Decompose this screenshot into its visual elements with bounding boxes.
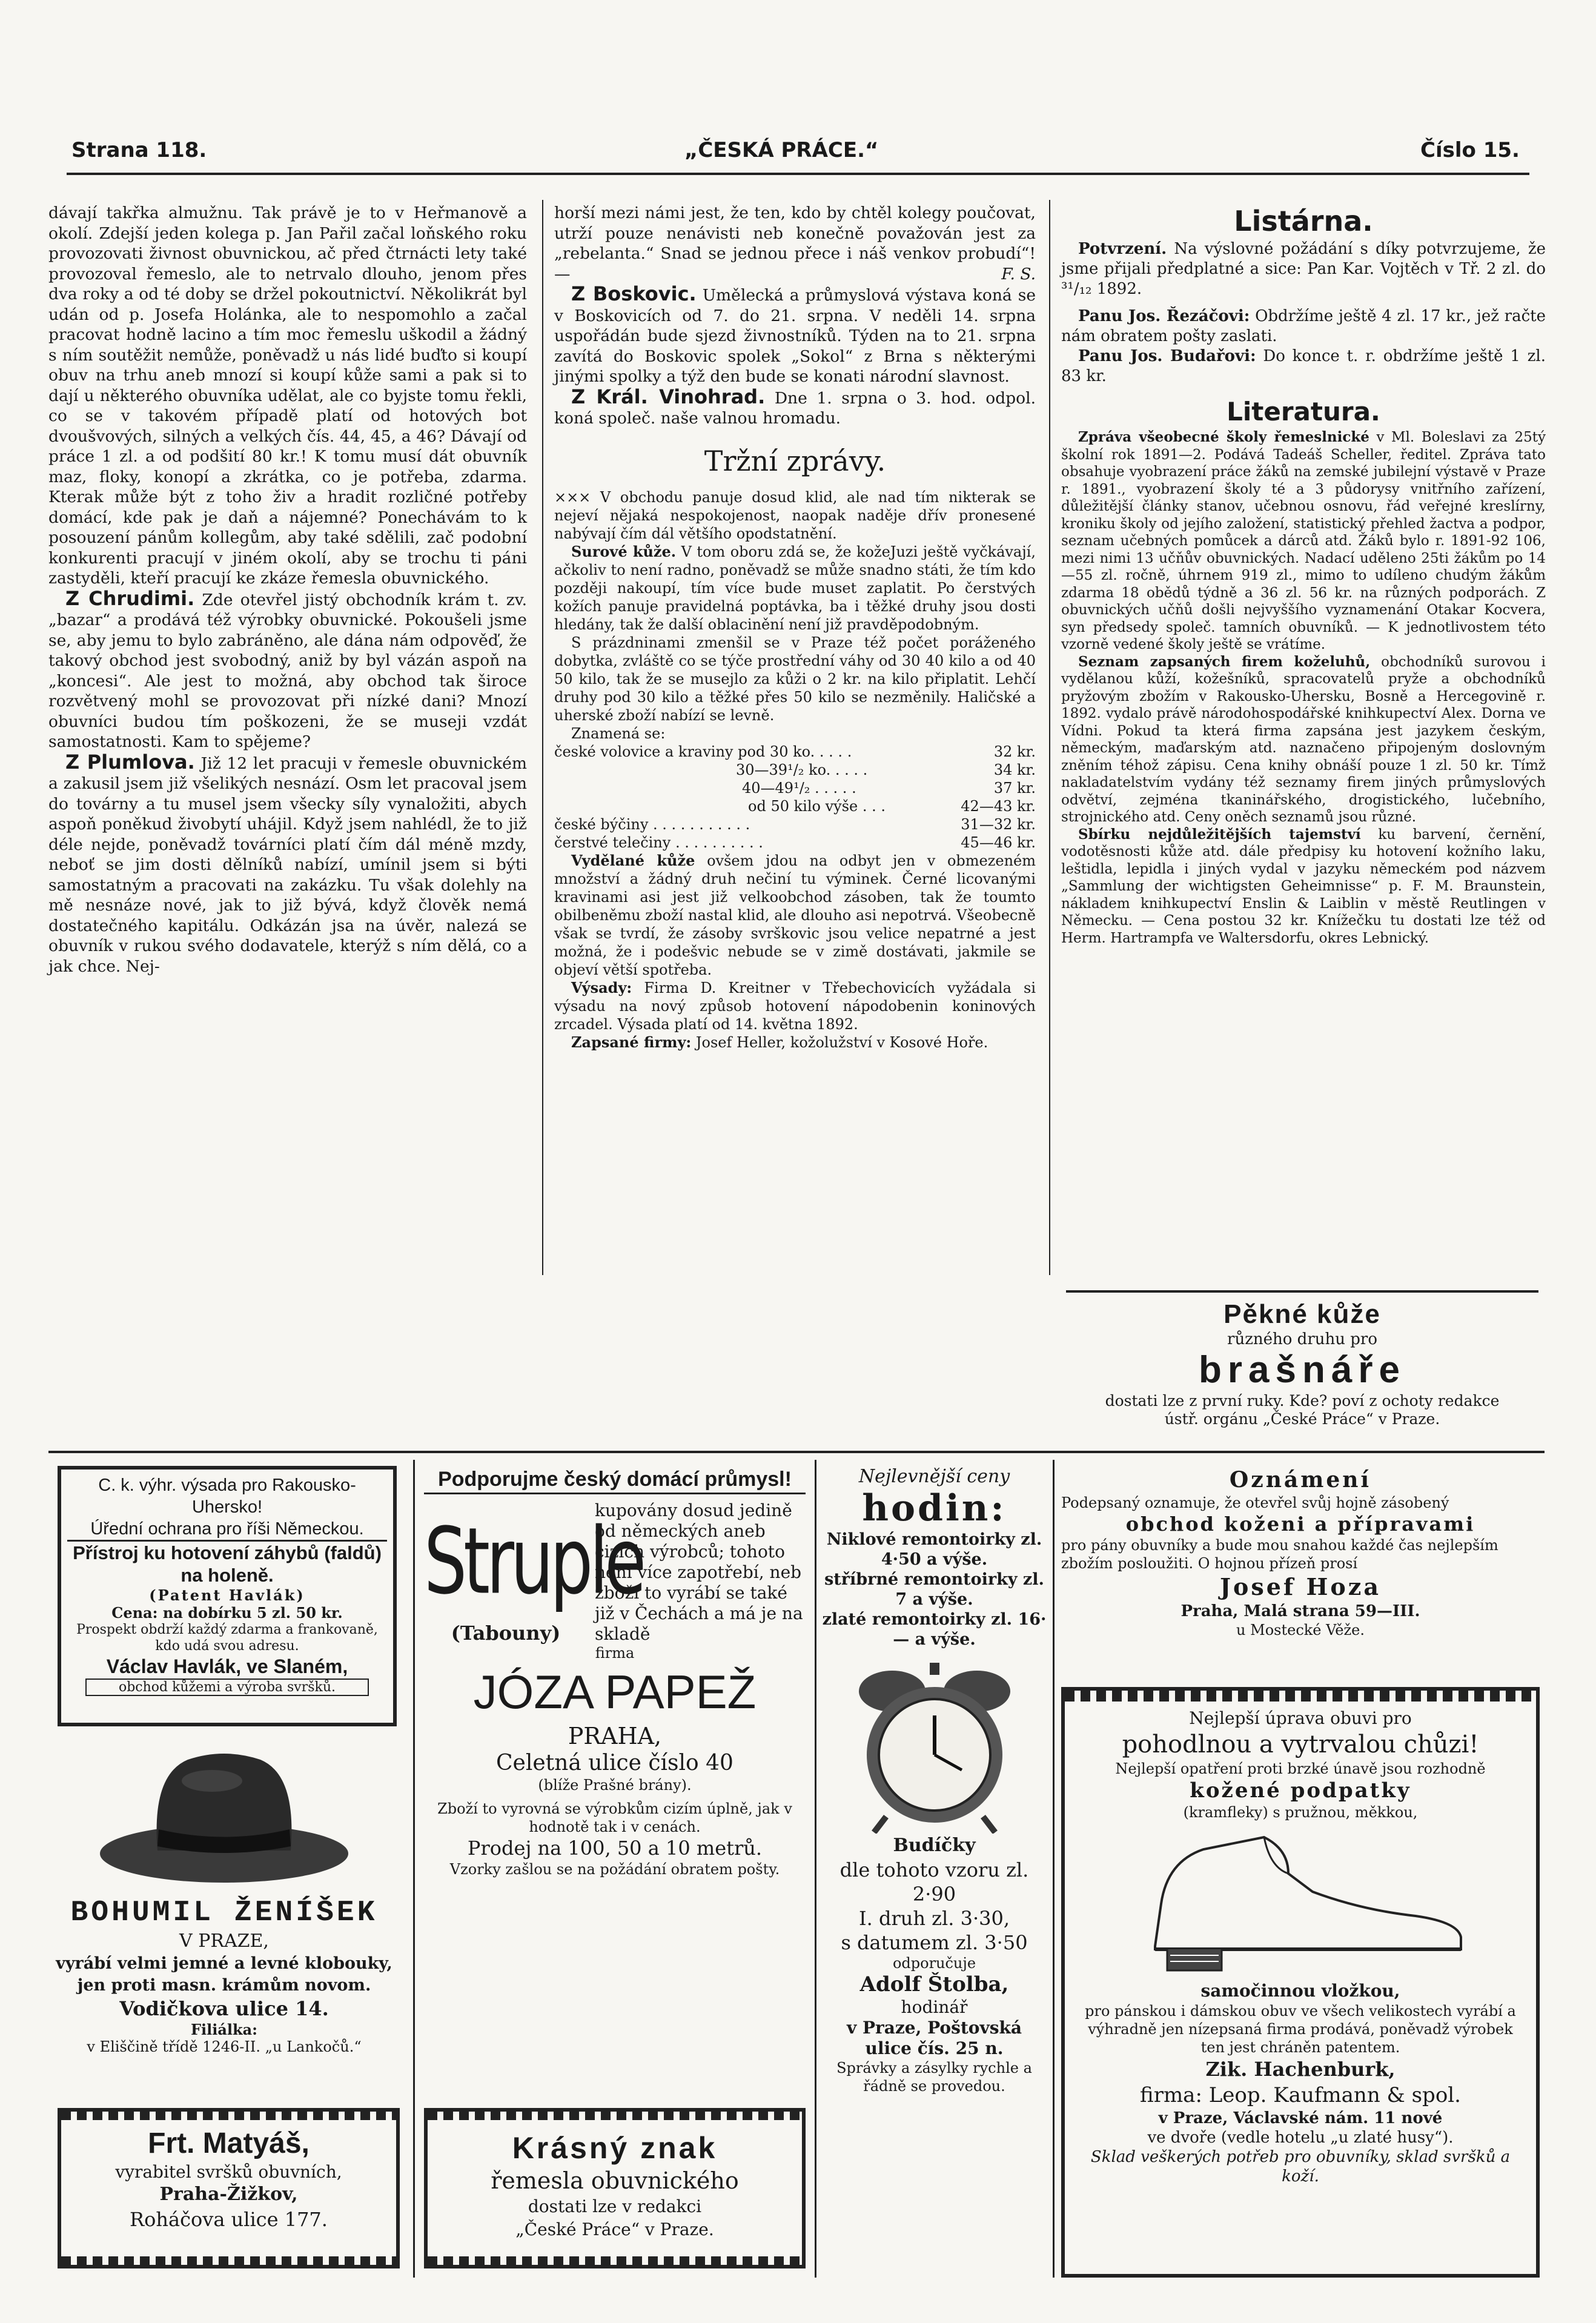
- zenisek-l7: v Eliščině třídě 1246-II. „u Lankočů.“: [87, 2038, 362, 2055]
- article-chrudim-text: Zde otevřel jistý obchodník krám t. zv. „bazar“ a prodává též výrobky obuvnické. Pokoušeli jsme se, aby jemu to bylo zabráněno, ale dána nám odpověď, že takový obchod jest svobodný, aniž by byl vázán aspoň na „koncesi“. Ale jest to možná, aby obchod tak široce rozvětvený mohl se provozovat při nízké dani? Mnozí obuvníci budou tím poškozeni, že se museji vzdát samostatnosti. Kam to spějeme?: [48, 590, 527, 751]
- ad-rule: [1066, 1290, 1538, 1293]
- price-value: 45—46 kr.: [961, 833, 1036, 851]
- kaufmann-l10: v Praze, Václavské nám. 11 nové: [1158, 2109, 1443, 2127]
- price-row: [554, 761, 1036, 779]
- article-plumlov: [48, 752, 527, 977]
- price-value: 31—32 kr.: [961, 815, 1036, 833]
- literatura-register: [1061, 654, 1546, 826]
- article-vinohrady: [554, 387, 1036, 429]
- kaufmann-l5: (kramfleky) s pružnou, měkkou,: [1183, 1804, 1418, 1821]
- market-tanned: [554, 852, 1036, 979]
- market-title: Tržní zprávy.: [704, 444, 886, 477]
- zenisek-l1: BOHUMIL ŽENÍŠEK: [70, 1897, 378, 1929]
- price-row: [554, 743, 1036, 761]
- stolba-l6: Budíčky: [893, 1835, 976, 1856]
- vinohrady-text: Dne 1. srpna o 3. hod. odpol. koná společ. naše valnou hromadu.: [554, 388, 1036, 428]
- hoza-l7: u Mostecké Věže.: [1236, 1622, 1365, 1639]
- hoza-l4: pro pány obuvníky a bude mou snahou každé čas nejlepším zbožím posloužiti. O hojnou přízeň prosí: [1061, 1537, 1498, 1572]
- price-label: české volovice a kraviny pod 30 ko. . . . .: [554, 743, 852, 760]
- price-row: [554, 779, 1036, 797]
- border-decoration: [1065, 1687, 1536, 1702]
- header-rule: [67, 173, 1529, 175]
- signature: F. S.: [1001, 264, 1036, 283]
- hoza-l5: Josef Hoza: [1220, 1573, 1381, 1600]
- papez-l10: Zboží to vyrovná se výrobkům cizím úplně, jak v hodnotě tak i v cenách.: [437, 1800, 792, 1835]
- kaufmann-l11: ve dvoře (vedle hotelu „u zlaté husy“).: [1147, 2129, 1454, 2147]
- znak-l4: „České Práce“ v Praze.: [515, 2219, 714, 2239]
- havlak-l6: Prospekt obdrží každý zdarma a frankovaně, kdo udá svou adresu.: [76, 1622, 378, 1654]
- school-text: v Ml. Boleslavi za 25tý školní rok 1891—2. Podává Tadeáš Scheller, ředitel. Zpráva tato obsahuje vyobrazení práce žáků na zemské jubilejní výstavě v Praze r. 1891., vyobrazení školy té a 3 půdorysy vnitřního zařízení, důležitější články stanov, učebnou osnovu, řád veřejné kreslírny, kroniku školy od jejího založení, statistický přehled žactva a podpor, seznam učebných pomůcek a dárců atd. Žáků bylo r. 1891-92 106, mezi nimi 13 učňův obuvnických. Nadací uděleno 25ti žákům po 14—55 zl. ročně, úhrnem 919 zl., mimo to udíleno chudým žákům zdarma 18 obědů týdně a 36 zl. 56 kr. na různých podporách. Z obuvnických učňů došli nejvyššího vyznamenání Otakar Kocvera, syn předsedy společ. tamních obuvníků. — K jednotlivostem této vzorně vedené školy ještě se vrátíme.: [1061, 429, 1546, 652]
- papez-l2: Struple: [424, 1508, 643, 1615]
- matyas-l1: Frt. Matyáš,: [148, 2127, 310, 2159]
- ad-pekne-kuze: [1066, 1290, 1538, 1428]
- papez-l6: JÓZA PAPEŽ: [473, 1665, 757, 1718]
- rezac-text: Obdržíme ještě 4 zl. 17 kr., jež račte nám obratem pošty zaslati.: [1061, 307, 1546, 345]
- literatura-title: Literatura.: [1227, 397, 1380, 426]
- privileges-text: Firma D. Kreitner v Třebechovicích vyžádala si výsadu na nový způsob hotovení nápodobenin koninových zrcadel. Výsada platí od 14. května 1892.: [554, 979, 1036, 1033]
- firms-text: Josef Heller, kožolužství v Kosové Hoře.: [695, 1033, 988, 1051]
- papez-l1: Podporujme český domácí průmysl!: [424, 1466, 806, 1494]
- papez-l11: Prodej na 100, 50 a 10 metrů.: [467, 1837, 763, 1860]
- stolba-l7: dle tohoto vzoru zl. 2·90: [839, 1858, 1029, 1906]
- papez-l7: PRAHA,: [568, 1723, 662, 1749]
- kaufmann-l7: pro pánskou i dámskou obuv ve všech velikostech vyrábí a výhradně jen nízepsaná firma prodává, poněvadž výrobek ten jest chráněn patentem.: [1085, 2003, 1516, 2056]
- stolba-l14: Správky a zásylky rychle a řádně se provedou.: [836, 2060, 1032, 2095]
- papez-l4: kupovány dosud jedině od německých aneb cizích výrobců; tohoto není více zapotřebí, neb zboží to vyrábí se také již v Čechách a má je na skladě: [595, 1500, 803, 1644]
- market-firms: [554, 1033, 1036, 1052]
- column-3: [1061, 203, 1546, 947]
- papez-l12: Vzorky zašlou se na požádání obratem pošty.: [449, 1861, 780, 1878]
- stolba-l13: v Praze, Poštovská ulice čís. 25 n.: [846, 2018, 1022, 2058]
- matyas-l3: Praha-Žižkov,: [159, 2184, 298, 2205]
- znak-l3: dostati lze v redakci: [528, 2196, 702, 2216]
- hoza-l1: Oznámení: [1229, 1467, 1372, 1493]
- budar-heading: Panu Jos. Budařovi:: [1078, 347, 1256, 365]
- price-list: [554, 743, 1036, 852]
- border-decoration: [61, 2256, 396, 2268]
- price-row: [554, 815, 1036, 833]
- price-value: 37 kr.: [993, 779, 1036, 797]
- stolba-l8: I. druh zl. 3·30,: [858, 1907, 1010, 1930]
- privileges-heading: Výsady:: [571, 978, 632, 996]
- price-value: 32 kr.: [993, 743, 1036, 760]
- heading-chrudim: Z Chrudimi.: [65, 586, 195, 610]
- ads-divider-a: [413, 1460, 415, 2278]
- price-label: 40—49¹/₂ . . . . .: [742, 779, 856, 797]
- havlak-l2: Úřední ochrana pro říši Německou.: [67, 1518, 387, 1542]
- confirm-heading: Potvrzení.: [1078, 240, 1167, 258]
- register-text: obchodníků surovou i vydělanou kůží, kožešníků, spracovatelů pryže a obchodníků pryžovým zbožím v Rakousko-Uhersku, Bosně a Hercegovině r. 1892. vydalo právě národohospodářské knihkupectví Alex. Dorna ve Vídni. Pokud ta která firma zapsána jest jazykem českým, německým, maďarským atd. naznačeno připojeným doslovným zněním téhož zápisu. Cena knihy obnáší pouze 1 zl. 50 kr. Tímž nakladatelstvím vydány též seznamy firem jiných průmyslových odvětví, zejména tkaninářského, drogistického, lučebního, strojnického atd. Ceny oněch seznamů jsou různé.: [1061, 654, 1546, 825]
- kaufmann-l1: Nejlepší úprava obuvi pro: [1189, 1708, 1412, 1728]
- continuation-text: horší mezi námi jest, že ten, kdo by chtěl kolegy poučovat, utrží pouze nenávisti neb konečně považován jest za „rebelanta.“ Snad se jednou přece i náš venkov probudí“! —: [554, 204, 1036, 283]
- raw-hides-text: V tom oboru zdá se, že kožeJuzi ještě vyčkávají, ačkoliv to není radno, poněvadž se může snadno státi, že tím kdo později nakoupí, tím více bude muset zaplatit. Po čerstvých kožích panuje pravidelná poptávka, ba i těžké druhy jsou dosti hledány, tak že další oblacinění není již pravděpodobným.: [554, 543, 1036, 633]
- hat-illustration: [91, 1738, 357, 1890]
- listarna-budar: [1061, 346, 1546, 386]
- matyas-l4: Roháčova ulice 177.: [130, 2208, 328, 2231]
- kuze-line4: dostati lze z první ruky. Kde? poví z ochoty redakce ústř. orgánu „České Práce“ v Praze.: [1105, 1392, 1500, 1428]
- heading-boskovice: Z Boskovic.: [571, 282, 697, 305]
- stolba-l10: odporučuje: [892, 1955, 976, 1972]
- column-2: [554, 203, 1036, 1052]
- stolba-l11: Adolf Štolba,: [859, 1972, 1009, 1997]
- kaufmann-l6: samočinnou vložkou,: [1200, 1981, 1400, 2001]
- alarm-clock-illustration: [844, 1658, 1025, 1834]
- newspaper-title: „ČESKÁ PRÁCE.“: [684, 138, 879, 162]
- heading-plumlov: Z Plumlova.: [65, 750, 195, 774]
- border-decoration: [428, 2108, 802, 2120]
- papez-struple-row: [424, 1500, 806, 1645]
- kaufmann-l3: Nejlepší opatření proti brzké únavě jsou rozhodně: [1115, 1760, 1486, 1777]
- school-heading: Zpráva všeobecné školy řemeslnické: [1078, 429, 1369, 445]
- market-privileges: [554, 979, 1036, 1033]
- kaufmann-l9: firma: Leop. Kaufmann & spol.: [1140, 2083, 1461, 2107]
- zenisek-l3: vyrábí velmi jemné a levné klobouky,: [56, 1954, 392, 1973]
- papez-l5: firma: [595, 1645, 635, 1662]
- stolba-l12: hodinář: [901, 1997, 968, 2017]
- ad-kaufmann: [1061, 1687, 1540, 2278]
- border-decoration: [428, 2256, 802, 2268]
- havlak-l5: Cena: na dobírku 5 zl. 50 kr.: [111, 1604, 343, 1622]
- kaufmann-l12: Sklad veškerých potřeb pro obuvníky, sklad svršků a koží.: [1090, 2148, 1511, 2185]
- prices-label: Znamená se:: [571, 724, 666, 742]
- price-label: čerstvé telečiny . . . . . . . . . .: [554, 833, 763, 851]
- ads-rule: [48, 1451, 1545, 1453]
- ad-matyas: [58, 2108, 400, 2268]
- ad-zenisek: [48, 1896, 400, 2055]
- ad-hoza: [1061, 1466, 1540, 1639]
- zenisek-l5: Vodičkova ulice 14.: [119, 1997, 329, 2020]
- stolba-l3: Niklové remontoirky zl. 4·50 a výše.: [826, 1530, 1042, 1569]
- market-p1: ××× V obchodu panuje dosud klid, ale nad tím nikterak se nejeví nějaká nespokojenost, naopak naděje dřív pronesené nabývají čím dál většího opodstatnění.: [554, 488, 1036, 542]
- stolba-l4: stříbrné remontoirky zl. 7 a výše.: [824, 1570, 1044, 1609]
- market-p3: S prázdninami zmenšil se v Praze též počet poráženého dobytka, zvláště co se týče prostřední váhy od 30 40 kilo a od 40 50 kilo, tak že se musejlo za kůži o 2 kr. na kilo připlatit. Lehčí druhy pod 30 kilo a těžké přes 50 kilo se nezměnily. Haličské a uherské zboží nabízí se levně.: [554, 634, 1036, 724]
- matyas-l2: vyrabitel svršků obuvních,: [115, 2162, 342, 2182]
- ad-stolba: [821, 1466, 1048, 2095]
- price-label: od 50 kilo výše . . .: [748, 797, 886, 815]
- column-divider-2: [1049, 200, 1050, 1275]
- article-continuation: [554, 203, 1036, 284]
- havlak-l1: C. k. výhr. výsada pro Rakousko-Uhersko!: [98, 1476, 356, 1517]
- papez-l3: (Tabouny): [451, 1622, 561, 1645]
- kaufmann-l2: pohodlnou a vytrvalou chůzi!: [1122, 1731, 1479, 1758]
- znak-l2: řemesla obuvnického: [491, 2167, 739, 2194]
- havlak-l3: Přístroj ku hotovení záhybů (faldů) na holeně.: [73, 1542, 382, 1586]
- zenisek-l4: jen proti masn. krámům novom.: [77, 1976, 371, 1995]
- price-value: 34 kr.: [993, 761, 1036, 778]
- hoza-l6: Praha, Malá strana 59—III.: [1180, 1602, 1420, 1620]
- hoza-l2: Podepsaný oznamuje, že otevřel svůj hojně zásobený: [1061, 1494, 1449, 1511]
- secrets-heading: Sbírku nejdůležitějších tajemství: [1078, 826, 1361, 843]
- register-heading: Seznam zapsaných firem koželuhů,: [1078, 653, 1371, 670]
- boskovice-text: Umělecká a průmyslová výstava koná se v Boskovicích od 7. do 21. srpna. V neděli 14. srpna uspořádán bude sjezd živnostníků. Týden na to 21. srpna zavítá do Boskovic spolek „Sokol“ z Brna s některými jinými spolky a týž den bude se konati národní slavnost.: [554, 286, 1036, 386]
- price-value: 42—43 kr.: [961, 797, 1036, 815]
- ad-znak: [424, 2108, 806, 2268]
- stolba-l9: s datumem zl. 3·50: [841, 1931, 1028, 1954]
- ad-havlak: [58, 1466, 397, 1726]
- listarna-title: Listárna.: [1234, 205, 1373, 237]
- literatura-secrets: [1061, 826, 1546, 947]
- rezac-heading: Panu Jos. Řezáčovi:: [1078, 307, 1250, 325]
- stolba-l2: hodin:: [862, 1487, 1007, 1529]
- issue-number: Číslo 15.: [1420, 138, 1520, 162]
- kaufmann-l8: Zik. Hachenburk,: [1205, 2058, 1396, 2081]
- article-chrudim: [48, 586, 527, 752]
- heading-vinohrady: Z Král. Vinohrad.: [571, 385, 766, 408]
- price-label: české býčiny . . . . . . . . . . .: [554, 815, 750, 833]
- kuze-line1: Pěkné kůže: [1223, 1299, 1381, 1329]
- secrets-text: ku barvení, černění, vodotěsnosti kůže atd. dále předpisy ku hotovení kožního laku, leštidla, lepidla i jiných vydal v jazyku německém pod názvem „Sammlung der wichtigsten Geheimnisse“ p. F. M. Braunstein, nákladem knihkupectví Enslin & Laiblin v městě Reutlingen v Německu. — Cena postou 32 kr. Knížečku tu dostati lze též od Herm. Hartrampfa ve Waltersdorfu, okres Lebnický.: [1061, 826, 1546, 946]
- ads-divider-c: [1053, 1460, 1055, 2278]
- shoe-illustration: [1131, 1825, 1470, 1977]
- raw-hides-heading: Surové kůže.: [571, 542, 677, 560]
- price-row: [554, 797, 1036, 815]
- column-1: [48, 203, 527, 976]
- papez-l9: (blíže Prašné brány).: [538, 1777, 692, 1794]
- listarna-confirm: [1061, 239, 1546, 299]
- listarna-rezac: [1061, 307, 1546, 346]
- price-label: 30—39¹/₂ ko. . . . .: [736, 761, 868, 778]
- article-hermanov: dávají takřka almužnu. Tak právě je to v Heřmanově a okolí. Zdejší jeden kolega p. Jan Pařil začal loňského roku provozovati živnost obuvnickou, ač před čtrnácti lety také provozoval řemeslo, ale to netrvalo dlouho, jenom přes dva roky a od té doby se držel pokoutnictví. Několikrát byl udán od p. Josefa Holánka, ale to nespomohlo a začal pracovat hodně lacino a tím moc řemeslu uškodil a žádný s ním soutěžit nemůže, poněvadž u nás lidé buďto si koupí obuv na trhu aneb mnozí si koupí kůže sami a pak si to dají u některého obuvníka udělat, ale co byjste tomu řekli, co se v takovém případě platí od hotových bot dvoušvových, silných a velkých čís. 44, 45, a 46? Dávají od práce 1 zl. a od podšití 80 kr.! K tomu musí dát obuvník maz, floky, konopí a zkrátka, co je potřeba, zdarma. Kterak může být z toho živ a hradit rozličné potřeby domácí, kde pak je daň a nájemné? Ponechávám to k posouzení pánům kollegům, aby také sdělili, zač podobní konkurenti pracují v jiném okolí, aby se trochu ti páni zastyděli, kteří pracují ke zkáze řemesla obuvnického.: [48, 204, 527, 588]
- zenisek-l6: Filiálka:: [190, 2021, 258, 2038]
- firms-heading: Zapsané firmy:: [571, 1033, 692, 1051]
- article-plumlov-text: Již 12 let pracuji v řemesle obuvnickém a zakusil jsem již všelikých nesnází. Osm let pracoval jsem do továrny a tu musel jsem všecky síly vynaložiti, abych aspoň poněkud živobytí uhájil. Když jsem nahlédl, že to již déle nejde, poněvadž továrníci platí čím dál méně mzdy, neboť se jim dosti dělníků nabízí, umínil jsem si býti samostatným a pracovati na zakázku. Tu však dolehly na mě nesnáze nové, jak to již bývá, když člověk nemá dostatečného kapitálu. Odkázán jsa na úvěr, nalezá se obuvník v rukou svého dodavatele, kterýž s ním dělá, co a jak chce. Nej-: [48, 754, 527, 976]
- zenisek-l2: V PRAZE,: [179, 1930, 269, 1952]
- page-number: Strana 118.: [71, 138, 207, 162]
- budar-text: Do konce t. r. obdržíme ještě 1 zl. 83 kr.: [1061, 347, 1546, 385]
- confirm-text: Na výslovné požádání s díky potvrzujeme, že jsme přijali předplatné a sice: Pan Kar. Vojtěch v Tř. 2 zl. do ³¹/₁₂ 1892.: [1061, 240, 1546, 298]
- stolba-l5: zlaté remontoirky zl. 16·— a výše.: [822, 1610, 1047, 1649]
- kaufmann-l4: kožené podpatky: [1190, 1778, 1411, 1803]
- kuze-line3: brašnáře: [1199, 1349, 1406, 1391]
- ad-papez: [424, 1466, 806, 1878]
- kuze-line2: různého druhu pro: [1227, 1330, 1377, 1348]
- literatura-school: [1061, 429, 1546, 654]
- papez-l8: Celetná ulice číslo 40: [496, 1751, 733, 1775]
- ads-divider-b: [815, 1460, 816, 2278]
- market-raw-hides: [554, 543, 1036, 634]
- tanned-heading: Vydělané kůže: [571, 851, 695, 869]
- havlak-l7: Václav Havlák, ve Slaném,: [106, 1655, 348, 1677]
- price-row: [554, 833, 1036, 852]
- papez-brand: [424, 1500, 643, 1645]
- znak-l1: Krásný znak: [512, 2131, 718, 2165]
- havlak-l8: obchod kůžemi a výroba svršků.: [85, 1678, 369, 1696]
- column-divider-1: [542, 200, 543, 1275]
- havlak-l4: (Patent Havlák): [149, 1586, 305, 1604]
- tanned-text: ovšem jdou na odbyt jen v obmezeném množství a žádný druh nečiní tu výminek. Černé licovanými kravinami asi jest již velkoobchod zásoben, tak že toumto obilbeněmu zboží nastal klid, ale dlouho asi nepotrvá. Všeobecně však se tvrdí, že zásoby svrškovic jsou velice nepatrné a jest možná, že i podešvic nebude se v zimě dostávati, jakmile se objeví větší spotřeba.: [554, 852, 1036, 978]
- border-decoration: [61, 2108, 396, 2120]
- article-boskovice: [554, 284, 1036, 387]
- stolba-l1: Nejlevnější ceny: [858, 1466, 1010, 1487]
- hoza-l3: obchod koženi a přípravami: [1125, 1513, 1475, 1536]
